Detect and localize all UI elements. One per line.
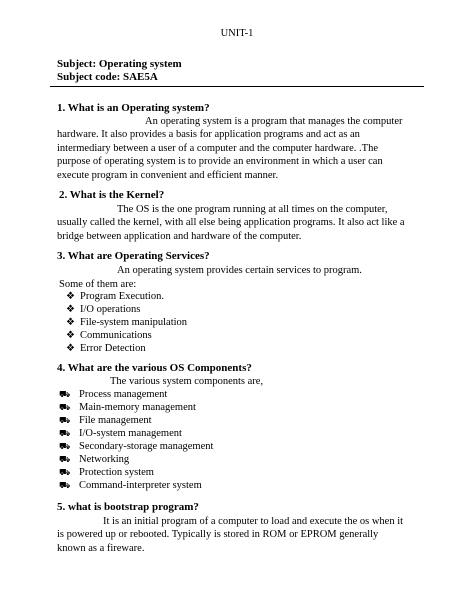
- question-3-intro: An operating system provides certain services to program.: [117, 265, 362, 276]
- list-item: ⛟ Command-interpreter system: [59, 480, 202, 491]
- question-2-answer: [57, 203, 405, 243]
- car-bullet-icon: ⛟: [59, 390, 71, 400]
- list-item: ❖ File-system manipulation: [66, 317, 188, 328]
- diamond-bullet-icon: ❖: [66, 291, 75, 302]
- components-list: [59, 389, 359, 494]
- answer-line: intermediary between a user of a computer and the computer hardware. .The: [57, 142, 378, 154]
- list-item: ⛟ Main-memory management: [59, 402, 196, 413]
- car-bullet-icon: ⛟: [59, 403, 71, 413]
- list-item: ⛟ Secondary-storage management: [59, 441, 214, 452]
- list-item: ❖ Communications: [66, 330, 152, 341]
- answer-line: purpose of operating system is to provide an environment in which a user can: [57, 156, 383, 168]
- answer-line: execute program in convenient and efficient manner.: [57, 169, 279, 181]
- answer-line: An operating system is a program that manages the computer: [145, 116, 403, 127]
- list-item: ⛟ File management: [59, 415, 152, 426]
- question-1-title: 1. What is an Operating system?: [57, 102, 210, 114]
- diamond-bullet-icon: ❖: [66, 330, 75, 341]
- car-bullet-icon: ⛟: [59, 481, 71, 491]
- question-5-answer: [57, 515, 403, 555]
- question-5-title: 5. what is bootstrap program?: [57, 501, 199, 513]
- question-3-subheading: Some of them are:: [59, 279, 137, 290]
- answer-line: bridge between application and hardware of the computer.: [57, 230, 302, 242]
- unit-header: UNIT-1: [220, 28, 254, 39]
- diamond-bullet-icon: ❖: [66, 304, 75, 315]
- list-item: ⛟ Networking: [59, 454, 130, 465]
- answer-line: known as a fireware.: [57, 542, 145, 554]
- subject-code: Subject code: SAE5A: [57, 71, 158, 83]
- diamond-bullet-icon: ❖: [66, 317, 75, 328]
- list-item: ⛟ I/O-system management: [59, 428, 182, 439]
- car-bullet-icon: ⛟: [59, 429, 71, 439]
- list-item: ⛟ Process management: [59, 389, 168, 400]
- answer-line: The OS is the one program running at all times on the computer,: [117, 204, 388, 215]
- car-bullet-icon: ⛟: [59, 468, 71, 478]
- car-bullet-icon: ⛟: [59, 416, 71, 426]
- question-2-title: 2. What is the Kernel?: [59, 189, 165, 201]
- question-1-answer: [57, 115, 402, 182]
- answer-line: usually called the kernel, with all else being application programs. It also act like a: [57, 217, 405, 229]
- list-item: ⛟ Protection system: [59, 467, 154, 478]
- services-list: [66, 291, 366, 361]
- car-bullet-icon: ⛟: [59, 442, 71, 452]
- answer-line: It is an initial program of a computer to load and execute the os when it: [103, 516, 404, 527]
- subject-title: Subject: Operating system: [57, 58, 182, 70]
- list-item: ❖ Program Execution.: [66, 291, 164, 302]
- diamond-bullet-icon: ❖: [66, 343, 75, 354]
- question-4-title: 4. What are the various OS Components?: [57, 362, 252, 374]
- header-divider: [50, 86, 424, 87]
- question-4-intro: The various system components are,: [110, 376, 264, 387]
- car-bullet-icon: ⛟: [59, 455, 71, 465]
- list-item: ❖ Error Detection: [66, 343, 146, 354]
- answer-line: is powered up or rebooted. Typically is stored in ROM or EPROM generally: [57, 529, 379, 541]
- answer-line: hardware. It also provides a basis for application programs and act as an: [57, 129, 360, 141]
- list-item: ❖ I/O operations: [66, 304, 141, 315]
- question-3-title: 3. What are Operating Services?: [57, 250, 210, 262]
